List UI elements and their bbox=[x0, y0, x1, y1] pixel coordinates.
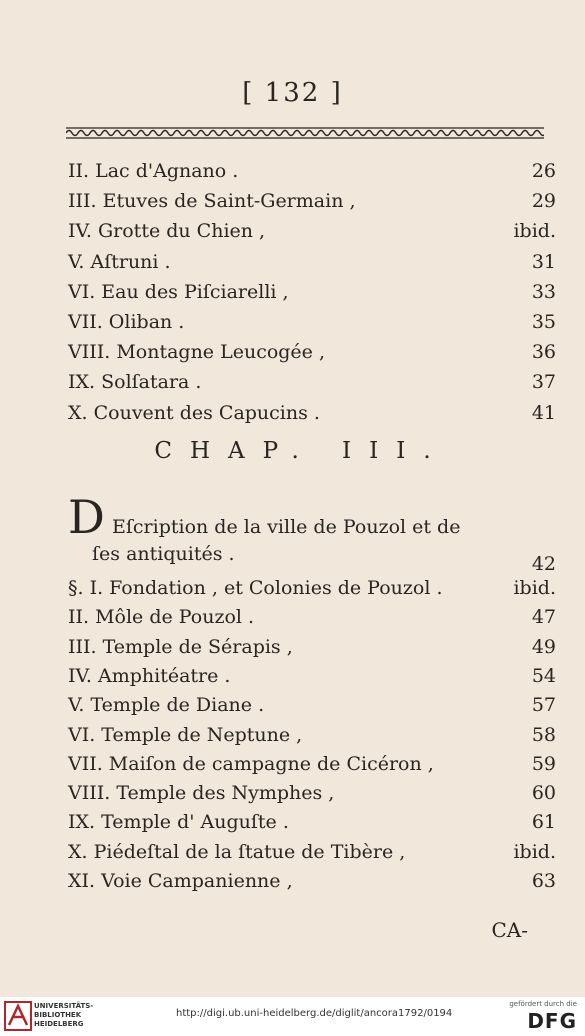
toc-entry-title: IX. Solſatara . bbox=[68, 371, 202, 394]
toc-entry-title: III. Temple de Sérapis , bbox=[68, 635, 293, 658]
toc-entry-title: X. Piédeſtal de la ſtatue de Tibère , bbox=[68, 840, 406, 863]
toc-page-ref: 57 bbox=[531, 694, 556, 717]
ornamental-rule bbox=[66, 126, 544, 140]
toc-page-ref: 61 bbox=[531, 811, 556, 834]
toc-page-ref: 63 bbox=[531, 870, 556, 892]
toc-entry bbox=[68, 574, 556, 603]
toc-entry-title: III. Etuves de Saint-Germain , bbox=[68, 190, 356, 213]
toc-page-ref: ibid. bbox=[513, 840, 556, 863]
toc-entry bbox=[68, 338, 556, 367]
funded-by-label: gefördert durch die bbox=[509, 1000, 577, 1008]
toc-entry bbox=[68, 368, 556, 397]
toc-entry bbox=[68, 157, 556, 186]
chapter-description-line: Eſcription de la ville de Pouzol et de bbox=[112, 516, 461, 538]
toc-entry bbox=[68, 399, 556, 428]
toc-page-ref: 31 bbox=[531, 250, 556, 273]
toc-entry-title: X. Couvent des Capucins . bbox=[68, 401, 320, 424]
toc-entry-title: IV. Amphitéatre . bbox=[68, 664, 231, 687]
toc-entry bbox=[68, 867, 556, 896]
toc-page-ref: 60 bbox=[531, 782, 556, 805]
toc-entry-title: VI. Eau des Piſciarelli , bbox=[68, 280, 289, 303]
toc-entry bbox=[68, 750, 556, 779]
toc-entry-title: II. Lac d'Agnano . bbox=[68, 160, 239, 182]
toc-entry bbox=[68, 308, 556, 337]
toc-entry-title: VIII. Montagne Leucogée , bbox=[68, 341, 326, 364]
toc-page-ref: 59 bbox=[531, 752, 556, 775]
toc-page-ref: ibid. bbox=[513, 220, 556, 243]
toc-entry bbox=[68, 217, 556, 246]
source-url-link[interactable]: http://digi.ub.uni-heidelberg.de/diglit/ancora1792/0194 bbox=[176, 1008, 453, 1019]
toc-page-ref: 42 bbox=[531, 553, 556, 575]
chapter-description-line: ſes antiquités . bbox=[92, 543, 235, 565]
toc-page-ref: 35 bbox=[531, 311, 556, 333]
toc-page-ref: 54 bbox=[531, 664, 556, 687]
toc-entry bbox=[68, 662, 556, 691]
page-number: [ 132 ] bbox=[242, 78, 343, 108]
toc-entry-title: XI. Voie Campanienne , bbox=[68, 870, 293, 892]
toc-page-ref: 33 bbox=[531, 280, 556, 303]
toc-page-ref: 26 bbox=[531, 160, 556, 182]
toc-entry bbox=[68, 248, 556, 277]
toc-page-ref: 37 bbox=[531, 371, 556, 394]
toc-page-ref: 41 bbox=[531, 401, 556, 424]
toc-page-ref: ibid. bbox=[513, 577, 556, 599]
toc-page-ref: 58 bbox=[531, 723, 556, 746]
library-name-line: HEIDELBERG bbox=[34, 1020, 84, 1028]
toc-entry-title: IX. Temple d' Auguſte . bbox=[68, 811, 289, 834]
toc-entry-title: §. I. Fondation , et Colonies de Pouzol . bbox=[68, 577, 443, 599]
dfg-logo: DFG bbox=[527, 1009, 577, 1033]
university-library-logo-icon bbox=[4, 1001, 32, 1031]
chapter-heading: CHAP. III. bbox=[154, 438, 449, 464]
toc-entry bbox=[68, 838, 556, 867]
toc-entry-title: VI. Temple de Neptune , bbox=[68, 723, 303, 746]
toc-entry bbox=[68, 721, 556, 750]
toc-entry-title: VII. Oliban . bbox=[68, 311, 185, 333]
toc-entry bbox=[68, 278, 556, 307]
toc-entry-title: IV. Grotte du Chien , bbox=[68, 220, 266, 243]
catchword: CA- bbox=[491, 918, 528, 942]
digitization-footer bbox=[0, 997, 585, 1036]
toc-entry-title: VIII. Temple des Nymphes , bbox=[68, 782, 335, 805]
library-name bbox=[34, 1002, 93, 1029]
toc-entry-title: VII. Maiſon de campagne de Cicéron , bbox=[68, 752, 434, 775]
toc-page-ref: 47 bbox=[531, 606, 556, 629]
library-name-line: UNIVERSITÄTS- bbox=[34, 1002, 94, 1010]
toc-entry bbox=[68, 633, 556, 662]
drop-cap: D bbox=[68, 490, 105, 544]
toc-page-ref: 36 bbox=[531, 341, 556, 364]
toc-entry bbox=[68, 603, 556, 632]
toc-page-ref: 29 bbox=[531, 190, 556, 213]
toc-entry-title: II. Môle de Pouzol . bbox=[68, 606, 255, 629]
library-name-line: BIBLIOTHEK bbox=[34, 1011, 82, 1019]
toc-entry bbox=[68, 691, 556, 720]
toc-entry bbox=[68, 808, 556, 837]
toc-page-ref: 49 bbox=[531, 635, 556, 658]
toc-entry-title: V. Aſtruni . bbox=[68, 250, 171, 273]
toc-entry-title: V. Temple de Diane . bbox=[68, 694, 265, 717]
toc-entry bbox=[68, 779, 556, 808]
toc-entry bbox=[68, 187, 556, 216]
